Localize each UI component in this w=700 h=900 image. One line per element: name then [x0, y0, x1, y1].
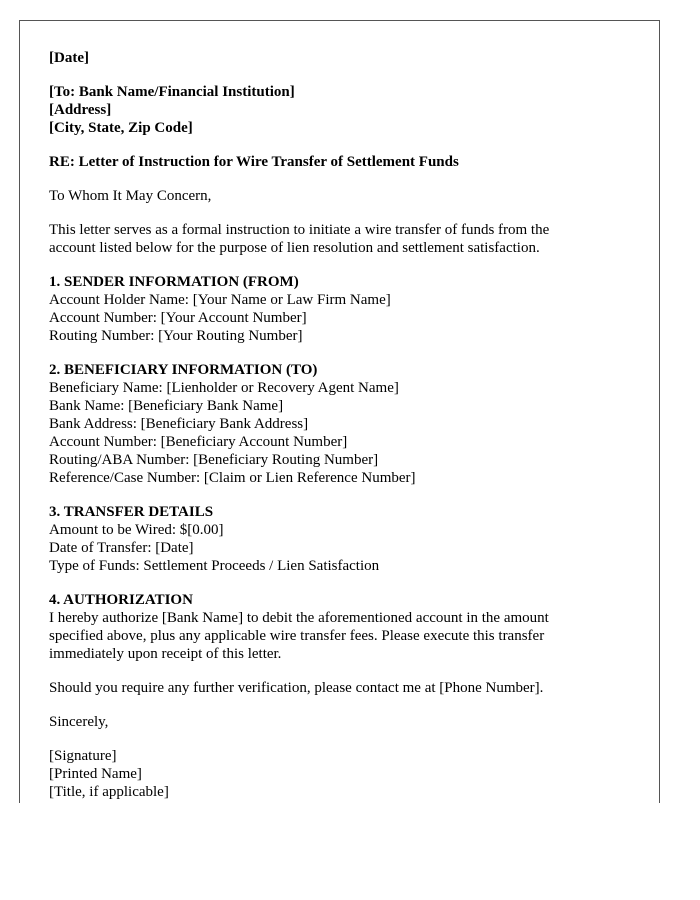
recipient-name: [To: Bank Name/Financial Institution] — [49, 84, 295, 100]
printed-name-placeholder: [Printed Name] — [49, 766, 142, 782]
beneficiary-heading: 2. BENEFICIARY INFORMATION (TO) — [49, 362, 318, 378]
beneficiary-bank-name: Bank Name: [Beneficiary Bank Name] — [49, 398, 284, 414]
letter-date: [Date] — [49, 50, 89, 66]
intro-line: account listed below for the purpose of lien resolution and settlement satisfaction. — [49, 240, 540, 256]
sender-heading: 1. SENDER INFORMATION (FROM) — [49, 274, 299, 290]
salutation-block — [49, 187, 649, 205]
salutation: To Whom It May Concern, — [49, 188, 212, 204]
beneficiary-routing-number: Routing/ABA Number: [Beneficiary Routing Number] — [49, 452, 379, 468]
authorization-section — [49, 591, 649, 663]
beneficiary-name: Beneficiary Name: [Lienholder or Recovery Agent Name] — [49, 380, 399, 396]
beneficiary-bank-address: Bank Address: [Beneficiary Bank Address] — [49, 416, 309, 432]
authorization-line: I hereby authorize [Bank Name] to debit the aforementioned account in the amount — [49, 610, 549, 626]
beneficiary-section — [49, 361, 649, 487]
signature-placeholder: [Signature] — [49, 748, 117, 764]
sender-account-holder: Account Holder Name: [Your Name or Law Firm Name] — [49, 292, 391, 308]
closing-note: Should you require any further verification, please contact me at [Phone Number]. — [49, 680, 544, 696]
intro-line: This letter serves as a formal instruction to initiate a wire transfer of funds from the — [49, 222, 550, 238]
authorization-line: specified above, plus any applicable wire transfer fees. Please execute this transfer — [49, 628, 545, 644]
sender-routing-number: Routing Number: [Your Routing Number] — [49, 328, 303, 344]
recipient-address: [Address] — [49, 102, 112, 118]
recipient-block — [49, 83, 649, 137]
sender-section — [49, 273, 649, 345]
recipient-city-state-zip: [City, State, Zip Code] — [49, 120, 193, 136]
signature-block — [49, 747, 649, 801]
closing-note-block — [49, 679, 649, 697]
transfer-amount: Amount to be Wired: $[0.00] — [49, 522, 224, 538]
signoff-block — [49, 713, 649, 731]
letter-page — [19, 20, 660, 803]
transfer-date: Date of Transfer: [Date] — [49, 540, 194, 556]
transfer-fund-type: Type of Funds: Settlement Proceeds / Lien Satisfaction — [49, 558, 380, 574]
subject-block — [49, 153, 649, 171]
date-block — [49, 49, 649, 67]
sender-account-number: Account Number: [Your Account Number] — [49, 310, 307, 326]
authorization-heading: 4. AUTHORIZATION — [49, 592, 193, 608]
title-placeholder: [Title, if applicable] — [49, 784, 169, 800]
authorization-line: immediately upon receipt of this letter. — [49, 646, 282, 662]
intro-paragraph — [49, 221, 649, 257]
transfer-heading: 3. TRANSFER DETAILS — [49, 504, 214, 520]
signoff: Sincerely, — [49, 714, 109, 730]
subject-line: RE: Letter of Instruction for Wire Transfer of Settlement Funds — [49, 154, 459, 170]
transfer-section — [49, 503, 649, 575]
beneficiary-reference-number: Reference/Case Number: [Claim or Lien Reference Number] — [49, 470, 416, 486]
letter-body — [49, 49, 649, 801]
beneficiary-account-number: Account Number: [Beneficiary Account Number] — [49, 434, 348, 450]
